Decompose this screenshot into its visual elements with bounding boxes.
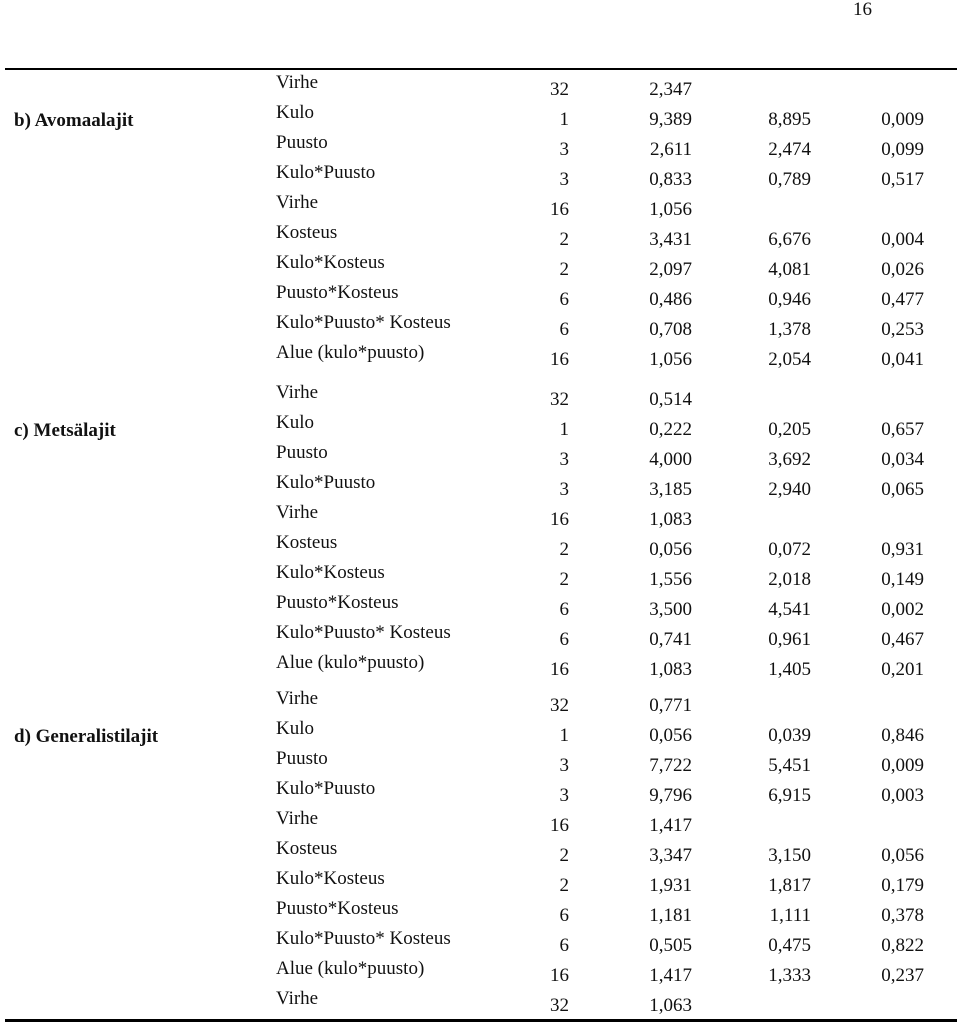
df-cell: 32	[550, 695, 569, 716]
table-row	[0, 131, 960, 161]
ms-cell: 4,000	[649, 449, 692, 470]
p-cell: 0,467	[881, 629, 924, 650]
df-cell: 6	[559, 935, 569, 956]
table-row	[0, 281, 960, 311]
df-cell: 1	[559, 419, 569, 440]
source-cell: Kulo*Kosteus	[276, 562, 385, 583]
table-row	[0, 957, 960, 987]
table-row	[0, 101, 960, 131]
table-row	[0, 221, 960, 251]
df-cell: 16	[550, 349, 569, 370]
source-cell: Puusto	[276, 442, 328, 463]
table-row	[0, 381, 960, 411]
ms-cell: 1,556	[649, 569, 692, 590]
df-cell: 2	[559, 229, 569, 250]
df-cell: 6	[559, 599, 569, 620]
df-cell: 32	[550, 79, 569, 100]
p-cell: 0,099	[881, 139, 924, 160]
source-cell: Virhe	[276, 688, 319, 709]
table-row	[0, 867, 960, 897]
df-cell: 6	[559, 289, 569, 310]
f-cell: 1,378	[768, 319, 811, 340]
source-cell: Kulo*Puusto* Kosteus	[276, 312, 451, 333]
table-row	[0, 561, 960, 591]
p-cell: 0,846	[881, 725, 924, 746]
p-cell: 0,179	[881, 875, 924, 896]
f-cell: 2,474	[768, 139, 811, 160]
f-cell: 4,541	[768, 599, 811, 620]
source-cell: Kulo*Puusto* Kosteus	[276, 622, 451, 643]
ms-cell: 1,083	[649, 509, 692, 530]
f-cell: 0,946	[768, 289, 811, 310]
df-cell: 6	[559, 319, 569, 340]
df-cell: 2	[559, 539, 569, 560]
ms-cell: 1,417	[649, 965, 692, 986]
p-cell: 0,004	[881, 229, 924, 250]
p-cell: 0,002	[881, 599, 924, 620]
ms-cell: 2,097	[649, 259, 692, 280]
df-cell: 16	[550, 659, 569, 680]
df-cell: 3	[559, 139, 569, 160]
source-cell: Virhe	[276, 988, 319, 1009]
ms-cell: 3,431	[649, 229, 692, 250]
table-row	[0, 897, 960, 927]
df-cell: 1	[559, 109, 569, 130]
table-row	[0, 251, 960, 281]
df-cell: 3	[559, 755, 569, 776]
f-cell: 5,451	[768, 755, 811, 776]
source-cell: Virhe	[276, 72, 319, 93]
f-cell: 0,205	[768, 419, 811, 440]
f-cell: 0,039	[768, 725, 811, 746]
f-cell: 0,072	[768, 539, 811, 560]
df-cell: 16	[550, 815, 569, 836]
ms-cell: 0,708	[649, 319, 692, 340]
ms-cell: 0,486	[649, 289, 692, 310]
p-cell: 0,657	[881, 419, 924, 440]
table-row	[0, 501, 960, 531]
source-cell: Puusto*Kosteus	[276, 592, 399, 613]
ms-cell: 1,056	[649, 349, 692, 370]
table-row	[0, 471, 960, 501]
df-cell: 3	[559, 479, 569, 500]
df-cell: 32	[550, 995, 569, 1016]
ms-cell: 9,389	[649, 109, 692, 130]
ms-cell: 2,611	[649, 139, 692, 160]
df-cell: 1	[559, 725, 569, 746]
f-cell: 8,895	[768, 109, 811, 130]
p-cell: 0,034	[881, 449, 924, 470]
p-cell: 0,517	[881, 169, 924, 190]
f-cell: 1,333	[768, 965, 811, 986]
table-row	[0, 987, 960, 1017]
group-label: d) Generalistilajit	[14, 726, 159, 747]
source-cell: Kulo*Puusto	[276, 472, 376, 493]
table-row	[0, 71, 960, 101]
table-row	[0, 717, 960, 747]
table-row	[0, 441, 960, 471]
df-cell: 16	[550, 199, 569, 220]
ms-cell: 0,056	[649, 539, 692, 560]
p-cell: 0,003	[881, 785, 924, 806]
source-cell: Kulo*Puusto* Kosteus	[276, 928, 451, 949]
source-cell: Virhe	[276, 808, 319, 829]
source-cell: Kulo*Kosteus	[276, 252, 385, 273]
p-cell: 0,931	[881, 539, 924, 560]
df-cell: 2	[559, 845, 569, 866]
ms-cell: 1,417	[649, 815, 692, 836]
ms-cell: 3,185	[649, 479, 692, 500]
df-cell: 32	[550, 389, 569, 410]
ms-cell: 0,505	[649, 935, 692, 956]
p-cell: 0,201	[881, 659, 924, 680]
source-cell: Alue (kulo*puusto)	[276, 958, 425, 979]
group-label: b) Avomaalajit	[14, 110, 134, 131]
table-row	[0, 651, 960, 681]
ms-cell: 3,500	[649, 599, 692, 620]
df-cell: 2	[559, 875, 569, 896]
source-cell: Kulo	[276, 412, 314, 433]
f-cell: 0,475	[768, 935, 811, 956]
ms-cell: 2,347	[649, 79, 692, 100]
table-top-rule	[5, 68, 957, 70]
p-cell: 0,477	[881, 289, 924, 310]
table-row	[0, 591, 960, 621]
ms-cell: 0,741	[649, 629, 692, 650]
ms-cell: 1,931	[649, 875, 692, 896]
f-cell: 1,817	[768, 875, 811, 896]
source-cell: Virhe	[276, 192, 319, 213]
p-cell: 0,009	[881, 755, 924, 776]
f-cell: 1,405	[768, 659, 811, 680]
source-cell: Kulo	[276, 718, 314, 739]
source-cell: Alue (kulo*puusto)	[276, 652, 425, 673]
p-cell: 0,149	[881, 569, 924, 590]
f-cell: 0,789	[768, 169, 811, 190]
group-label: c) Metsälajit	[14, 420, 116, 441]
f-cell: 0,961	[768, 629, 811, 650]
df-cell: 6	[559, 629, 569, 650]
table-row	[0, 411, 960, 441]
table-row	[0, 837, 960, 867]
p-cell: 0,041	[881, 349, 924, 370]
f-cell: 4,081	[768, 259, 811, 280]
f-cell: 6,676	[768, 229, 811, 250]
p-cell: 0,026	[881, 259, 924, 280]
p-cell: 0,822	[881, 935, 924, 956]
ms-cell: 1,181	[649, 905, 692, 926]
df-cell: 16	[550, 965, 569, 986]
f-cell: 2,018	[768, 569, 811, 590]
table-row	[0, 191, 960, 221]
source-cell: Kulo	[276, 102, 314, 123]
table-row	[0, 161, 960, 191]
f-cell: 6,915	[768, 785, 811, 806]
p-cell: 0,237	[881, 965, 924, 986]
table-row	[0, 621, 960, 651]
df-cell: 3	[559, 449, 569, 470]
source-cell: Kosteus	[276, 838, 338, 859]
source-cell: Kosteus	[276, 222, 338, 243]
table-row	[0, 341, 960, 371]
p-cell: 0,056	[881, 845, 924, 866]
df-cell: 2	[559, 569, 569, 590]
source-cell: Puusto*Kosteus	[276, 898, 399, 919]
source-cell: Kulo*Puusto	[276, 162, 376, 183]
p-cell: 0,065	[881, 479, 924, 500]
table-row	[0, 687, 960, 717]
p-cell: 0,253	[881, 319, 924, 340]
ms-cell: 0,056	[649, 725, 692, 746]
source-cell: Virhe	[276, 382, 319, 403]
source-cell: Virhe	[276, 502, 319, 523]
source-cell: Puusto	[276, 132, 328, 153]
table-row	[0, 807, 960, 837]
f-cell: 3,150	[768, 845, 811, 866]
ms-cell: 3,347	[649, 845, 692, 866]
ms-cell: 7,722	[649, 755, 692, 776]
df-cell: 3	[559, 169, 569, 190]
ms-cell: 0,514	[649, 389, 692, 410]
table-row	[0, 927, 960, 957]
p-cell: 0,378	[881, 905, 924, 926]
ms-cell: 0,771	[649, 695, 692, 716]
f-cell: 2,054	[768, 349, 811, 370]
source-cell: Puusto	[276, 748, 328, 769]
page-number: 16	[853, 0, 872, 20]
source-cell: Kosteus	[276, 532, 338, 553]
df-cell: 2	[559, 259, 569, 280]
ms-cell: 0,222	[649, 419, 692, 440]
df-cell: 6	[559, 905, 569, 926]
table-row	[0, 777, 960, 807]
source-cell: Kulo*Puusto	[276, 778, 376, 799]
table-row	[0, 531, 960, 561]
ms-cell: 1,063	[649, 995, 692, 1016]
df-cell: 3	[559, 785, 569, 806]
source-cell: Puusto*Kosteus	[276, 282, 399, 303]
ms-cell: 9,796	[649, 785, 692, 806]
df-cell: 16	[550, 509, 569, 530]
f-cell: 3,692	[768, 449, 811, 470]
f-cell: 2,940	[768, 479, 811, 500]
table-row	[0, 311, 960, 341]
table-bottom-rule	[5, 1019, 957, 1022]
source-cell: Kulo*Kosteus	[276, 868, 385, 889]
f-cell: 1,111	[769, 905, 811, 926]
p-cell: 0,009	[881, 109, 924, 130]
ms-cell: 1,083	[649, 659, 692, 680]
table-row	[0, 747, 960, 777]
ms-cell: 1,056	[649, 199, 692, 220]
source-cell: Alue (kulo*puusto)	[276, 342, 425, 363]
ms-cell: 0,833	[649, 169, 692, 190]
